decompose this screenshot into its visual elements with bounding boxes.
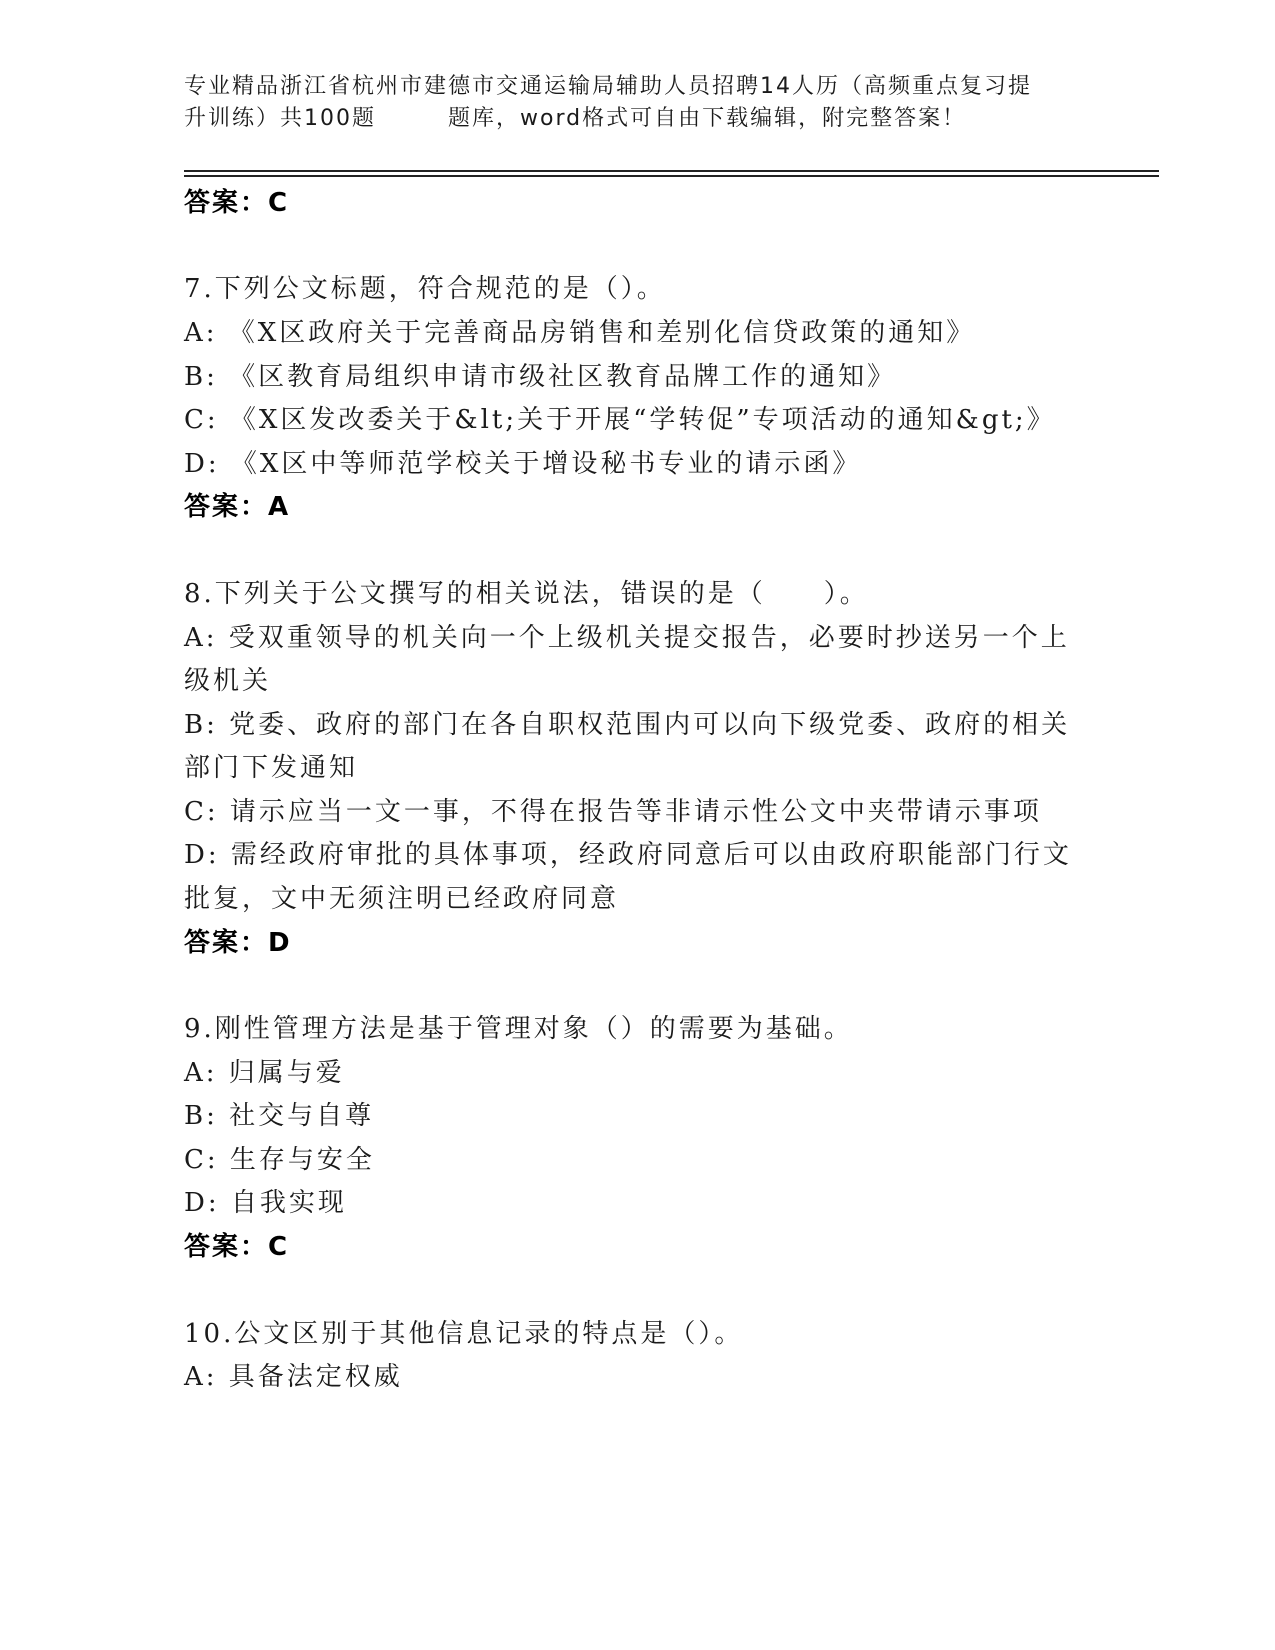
question-8-option-d-line-1: D: 需经政府审批的具体事项，经政府同意后可以由政府职能部门行文 xyxy=(184,840,1072,870)
question-7-option-a: A: 《X区政府关于完善商品房销售和差别化信贷政策的通知》 xyxy=(184,318,976,348)
answer-q9: 答案：C xyxy=(184,1232,290,1262)
question-10-option-a: A: 具备法定权威 xyxy=(184,1362,403,1392)
question-9-option-a: A: 归属与爱 xyxy=(184,1058,345,1088)
question-9-option-c: C: 生存与安全 xyxy=(184,1145,375,1175)
question-8-option-a-line-2: 级机关 xyxy=(184,666,272,696)
question-9-option-b: B: 社交与自尊 xyxy=(184,1101,375,1131)
answer-q6: 答案：C xyxy=(184,188,290,218)
question-9-stem: 9.刚性管理方法是基于管理对象（）的需要为基础。 xyxy=(184,1014,853,1044)
header-rule-top xyxy=(184,170,1159,172)
header-title-line-1: 专业精品浙江省杭州市建德市交通运输局辅助人员招聘14人历（高频重点复习提 xyxy=(184,74,1032,99)
question-8-option-b-line-1: B: 党委、政府的部门在各自职权范围内可以向下级党委、政府的相关 xyxy=(184,710,1071,740)
header-title-line-2: 升训练）共100题 题库，word格式可自由下载编辑，附完整答案！ xyxy=(184,106,967,131)
answer-q7: 答案：A xyxy=(184,492,291,522)
question-8-option-d-line-2: 批复，文中无须注明已经政府同意 xyxy=(184,884,620,914)
question-8-option-b-line-2: 部门下发通知 xyxy=(184,753,359,783)
question-7-option-c: C: 《X区发改委关于&lt;关于开展“学转促”专项活动的通知&gt;》 xyxy=(184,405,1056,435)
question-7-option-d: D: 《X区中等师范学校关于增设秘书专业的请示函》 xyxy=(184,449,862,479)
question-8-stem: 8.下列关于公文撰写的相关说法，错误的是（ ）。 xyxy=(184,579,869,609)
answer-q8: 答案：D xyxy=(184,928,292,958)
question-7-stem: 7.下列公文标题，符合规范的是（）。 xyxy=(184,274,666,304)
question-8-option-a-line-1: A: 受双重领导的机关向一个上级机关提交报告，必要时抄送另一个上 xyxy=(184,623,1070,653)
question-9-option-d: D: 自我实现 xyxy=(184,1188,347,1218)
question-7-option-b: B: 《区教育局组织申请市级社区教育品牌工作的通知》 xyxy=(184,362,897,392)
header-rule-bottom xyxy=(184,175,1159,177)
question-8-option-c: C: 请示应当一文一事，不得在报告等非请示性公文中夹带请示事项 xyxy=(184,797,1042,827)
question-10-stem: 10.公文区别于其他信息记录的特点是（）。 xyxy=(184,1319,744,1349)
